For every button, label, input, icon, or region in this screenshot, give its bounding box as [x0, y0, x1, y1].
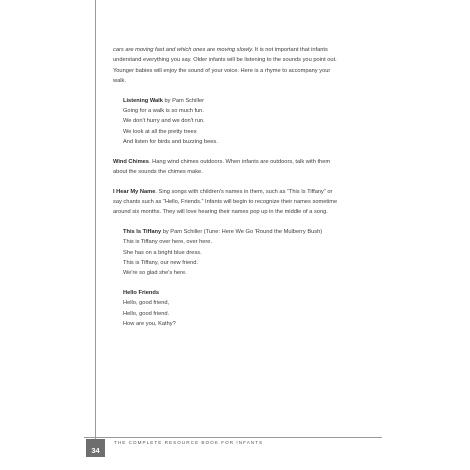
poem-line: And listen for birds and buzzing bees.	[123, 138, 218, 145]
activity-heading: Wind Chimes	[113, 158, 149, 165]
intro-text: It is not important that infants	[253, 47, 328, 53]
wind-chimes-paragraph	[113, 157, 375, 178]
poem-byline: by Pam Schiller (Tune: Here We Go 'Round the Mulberry Bush)	[161, 229, 323, 236]
intro-paragraph	[113, 45, 375, 86]
poem-line: How are you, Kathy?	[123, 321, 176, 328]
poem-title: Listening Walk	[123, 97, 163, 104]
poem-byline: by Pam Schiller	[162, 97, 205, 104]
page-number: 34	[86, 439, 105, 457]
poem-line: This is Tiffany, our new friend.	[123, 260, 199, 267]
poem-line: She has on a bright blue dress.	[123, 249, 202, 256]
poem-line: Going for a walk is so much fun.	[123, 107, 204, 114]
intro-line: Younger babies will enjoy the sound of your voice. Here is a rhyme to accompany your	[113, 67, 331, 74]
running-footer-title: THE COMPLETE RESOURCE BOOK FOR INFANTS	[114, 440, 264, 445]
footer-rule	[84, 437, 382, 438]
poem-listening-walk	[123, 96, 375, 147]
activity-line: say chants such as “Hello, Friends.” Infants will begin to recognize their names sometime	[113, 199, 338, 206]
poem-line: This is Tiffany over here, over here.	[123, 239, 213, 246]
activity-line: around six months. They will love hearing their names pop up in the middle of a song.	[113, 209, 328, 216]
activity-text: . Hang wind chimes outdoors. When infants are outdoors, talk with them	[148, 158, 331, 165]
poem-line: We look at all the pretty trees	[123, 128, 197, 135]
poem-this-is-tiffany	[123, 227, 375, 278]
poem-line: Hello, good friend.	[123, 310, 170, 317]
poem-line: We don't hurry and we don't run.	[123, 118, 205, 125]
poem-hello-friends	[123, 288, 375, 329]
intro-line: understand everything you say. Older infants will be listening to the sounds you point out.	[113, 57, 337, 64]
poem-line: We're so glad she's here.	[123, 270, 187, 277]
poem-line: Hello, good friend,	[123, 300, 170, 307]
activity-heading: I Hear My Name	[113, 188, 156, 195]
intro-italic-text: cars are moving fast and which ones are moving slowly.	[113, 47, 254, 53]
poem-title: Hello Friends	[123, 290, 160, 297]
poem-title: This Is Tiffany	[123, 229, 162, 236]
activity-line: about the sounds the chimes make.	[113, 168, 203, 175]
hear-my-name-paragraph	[113, 187, 375, 218]
left-margin-rule	[95, 0, 96, 455]
activity-text: . Sing songs with children's names in them, such as “This Is Tiffany” or	[155, 188, 333, 195]
page-body	[113, 45, 375, 339]
intro-line: walk.	[113, 77, 126, 84]
